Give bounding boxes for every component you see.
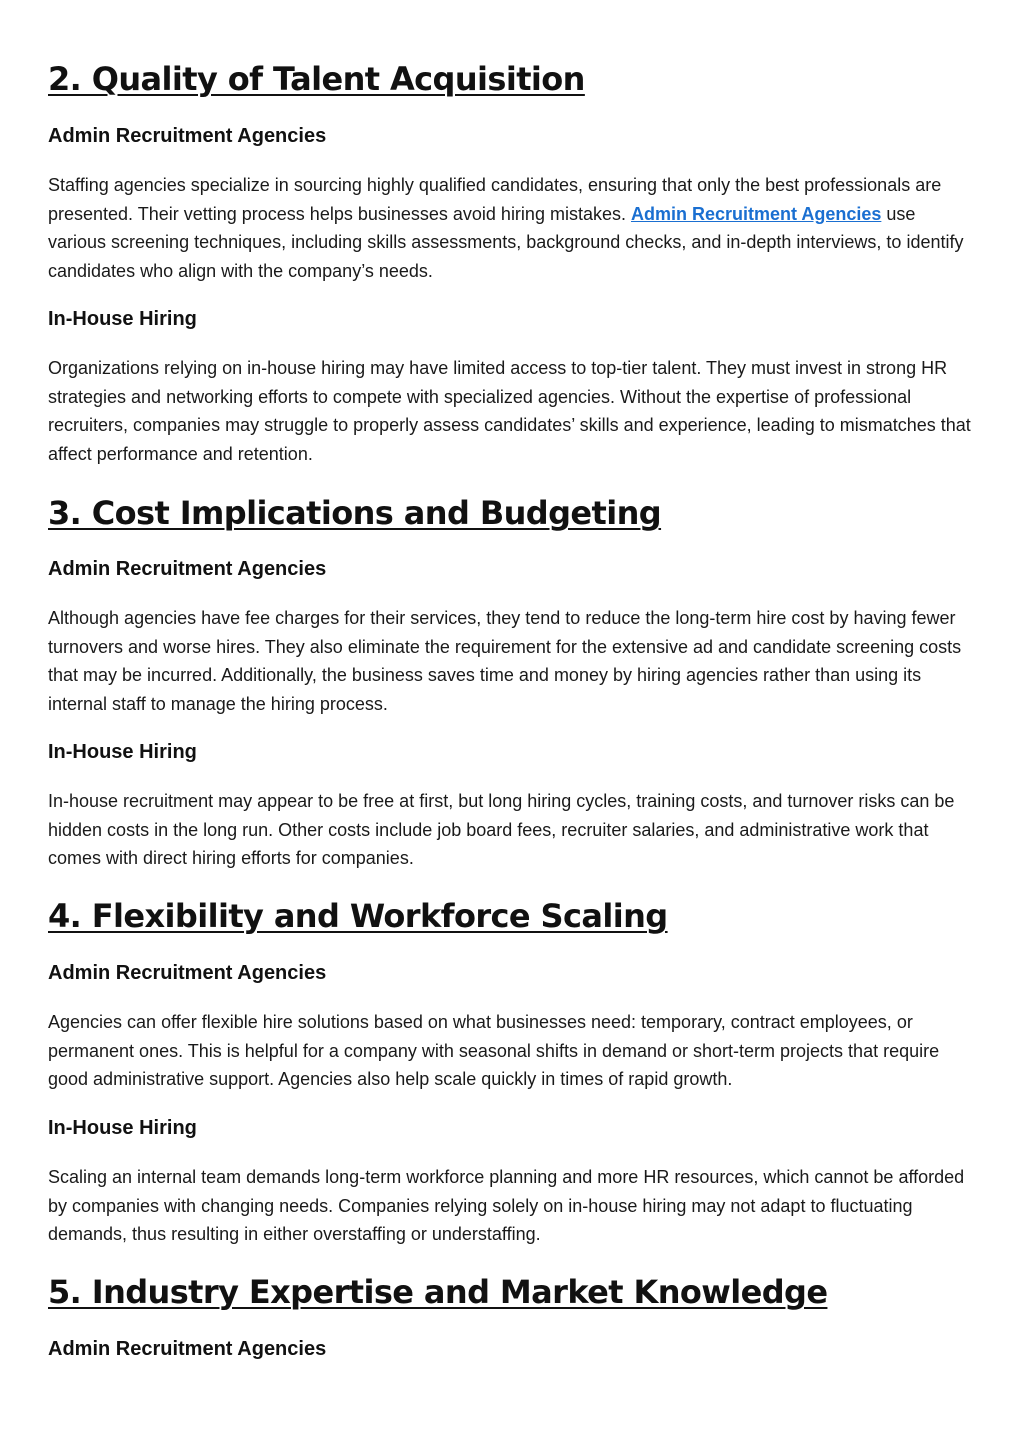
section-heading-industry-expertise: 5. Industry Expertise and Market Knowledge (48, 1273, 828, 1311)
paragraph-text: use various screening techniques, including skills assessments, background checks, and in-depth interviews, to identify candidates who align with the company’s needs. (48, 203, 964, 281)
section-heading-cost-implications: 3. Cost Implications and Budgeting (48, 494, 662, 532)
paragraph-agencies: Although agencies have fee charges for their services, they tend to reduce the long-term hire cost by having fewer turnovers and worse hires. They also eliminate the requirement for the extensive ad and candidate screening costs that may be incurred. Additionally, the business saves time and money by hiring agencies rather than using its internal staff to manage the hiring process. (48, 608, 962, 714)
paragraph-inhouse: In-house recruitment may appear to be free at first, but long hiring cycles, training costs, and turnover risks can be hidden costs in the long run. Other costs include job board fees, recruiter salaries, and administrative work that comes with direct hiring efforts for companies. (48, 791, 955, 868)
subheading-inhouse: In-House Hiring (48, 308, 197, 330)
subheading-inhouse: In-House Hiring (48, 741, 197, 763)
paragraph-text: Staffing agencies specialize in sourcing highly qualified candidates, ensuring that only the best professionals are presented. Their vetting process helps businesses avoid hiring mistakes. (48, 175, 942, 224)
paragraph-agencies: Agencies can offer flexible hire solutions based on what businesses need: temporary, contract employees, or permanent ones. This is helpful for a company with seasonal shifts in demand or short-term projects that require good administrative support. Agencies also help scale quickly in times of rapid growth. (48, 1012, 940, 1089)
paragraph-agencies (48, 171, 978, 285)
subheading-agencies: Admin Recruitment Agencies (48, 1338, 327, 1360)
paragraph-inhouse: Scaling an internal team demands long-term workforce planning and more HR resources, which cannot be afforded by companies with changing needs. Companies relying solely on in-house hiring may not adapt to fluctuating demands, thus resulting in either overstaffing or understaffing. (48, 1167, 965, 1244)
subheading-agencies: Admin Recruitment Agencies (48, 962, 327, 984)
admin-recruitment-agencies-link[interactable]: Admin Recruitment Agencies (630, 203, 882, 224)
paragraph-inhouse: Organizations relying on in-house hiring may have limited access to top-tier talent. They must invest in strong HR strategies and networking efforts to compete with specialized agencies. Without the expertise of professional recruiters, companies may struggle to properly assess candidates’ skills and experience, leading to mismatches that affect performance and retention. (48, 358, 971, 464)
section-heading-flexibility: 4. Flexibility and Workforce Scaling (48, 897, 668, 935)
subheading-agencies: Admin Recruitment Agencies (48, 125, 327, 147)
section-heading-quality-of-talent: 2. Quality of Talent Acquisition (48, 60, 585, 98)
subheading-agencies: Admin Recruitment Agencies (48, 558, 327, 580)
subheading-inhouse: In-House Hiring (48, 1117, 197, 1139)
